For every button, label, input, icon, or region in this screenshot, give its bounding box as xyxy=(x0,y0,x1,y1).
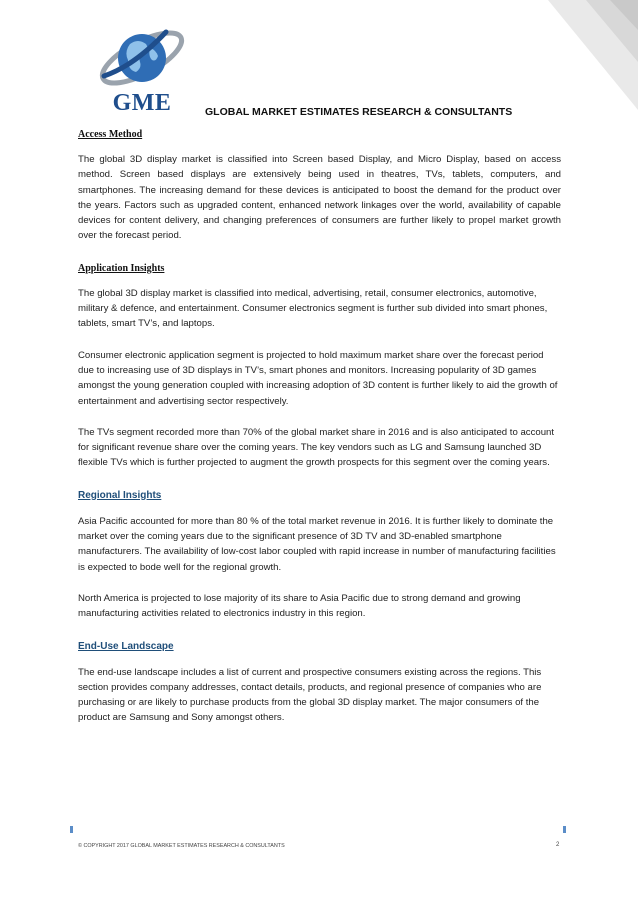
footer-marker-left xyxy=(70,826,73,833)
paragraph: North America is projected to lose majority of its share to Asia Pacific due to strong demand and growing manufacturing activities related to electronics industry in this region. xyxy=(78,592,521,620)
report-header-title: GLOBAL MARKET ESTIMATES RESEARCH & CONSULTANTS xyxy=(205,106,513,118)
paragraph: The end-use landscape includes a list of current and prospective consumers existing across the regions. This section provides company addresses, contact details, products, and regional presence of companies who are purchasing or are likely to purchase products from the global 3D display market. The major consumers of the product are Samsung and Sony amongst others. xyxy=(78,666,542,724)
page-number: 2 xyxy=(556,842,560,848)
paragraph: Consumer electronic application segment is projected to hold maximum market share over the forecast period due to increasing use of 3D displays in TV’s, smart phones and monitors. Increasing popularity of 3D games amongst the young generation coupled with increasing adoption of 3D content is further likely to aid the growth of entertainment and advertising sector respectively. xyxy=(78,349,558,407)
logo-text: GME xyxy=(112,90,172,116)
section-heading: End-Use Landscape xyxy=(78,640,174,652)
section-regional-insights xyxy=(78,490,561,622)
paragraph: The global 3D display market is classified into Screen based Display, and Micro Display, based on access method. Screen based displays are extensively being used in theatres, TVs, tablets, computers, and smartphones. The increasing demand for these devices is anticipated to boost the demand for the product over the years. Factors such as upgraded content, enhanced network linkages over the world, availability of capable devices for content delivery, and changing preferences of consumers are further likely to propel market growth over the forecast period. xyxy=(78,154,561,242)
footer-marker-right xyxy=(563,826,566,833)
company-logo xyxy=(92,18,192,120)
globe-icon xyxy=(92,18,192,98)
page-content xyxy=(78,129,561,726)
page-corner-decoration xyxy=(548,0,638,110)
footer-copyright: © COPYRIGHT 2017 GLOBAL MARKET ESTIMATES RESEARCH & CONSULTANTS xyxy=(78,843,285,849)
section-end-use-landscape xyxy=(78,641,561,726)
paragraph: Asia Pacific accounted for more than 80 % of the total market revenue in 2016. It is further likely to dominate the market over the coming years due to the significant presence of 3D TV and 3D-enabled smartphone manufacturers. The availability of low-cost labor coupled with rapid increase in number of manufacturing facilities is expected to bode well for the regional growth. xyxy=(78,515,556,573)
paragraph: The TVs segment recorded more than 70% of the global market share in 2016 and is also anticipated to account for significant revenue share over the coming years. The key vendors such as LG and Samsung launched 3D flexible TVs which is further projected to augment the growth prospects for this segment over the coming years. xyxy=(78,426,555,469)
section-access-method xyxy=(78,129,561,244)
section-heading: Regional Insights xyxy=(78,489,162,501)
section-heading: Application Insights xyxy=(78,262,165,274)
paragraph: The global 3D display market is classified into medical, advertising, retail, consumer electronics, automotive, military & defence, and entertainment. Consumer electronics segment is further sub divided into smart phones, tablets, smart TV’s, and laptops. xyxy=(78,287,548,330)
section-heading: Access Method xyxy=(78,129,143,140)
section-application-insights xyxy=(78,263,561,471)
